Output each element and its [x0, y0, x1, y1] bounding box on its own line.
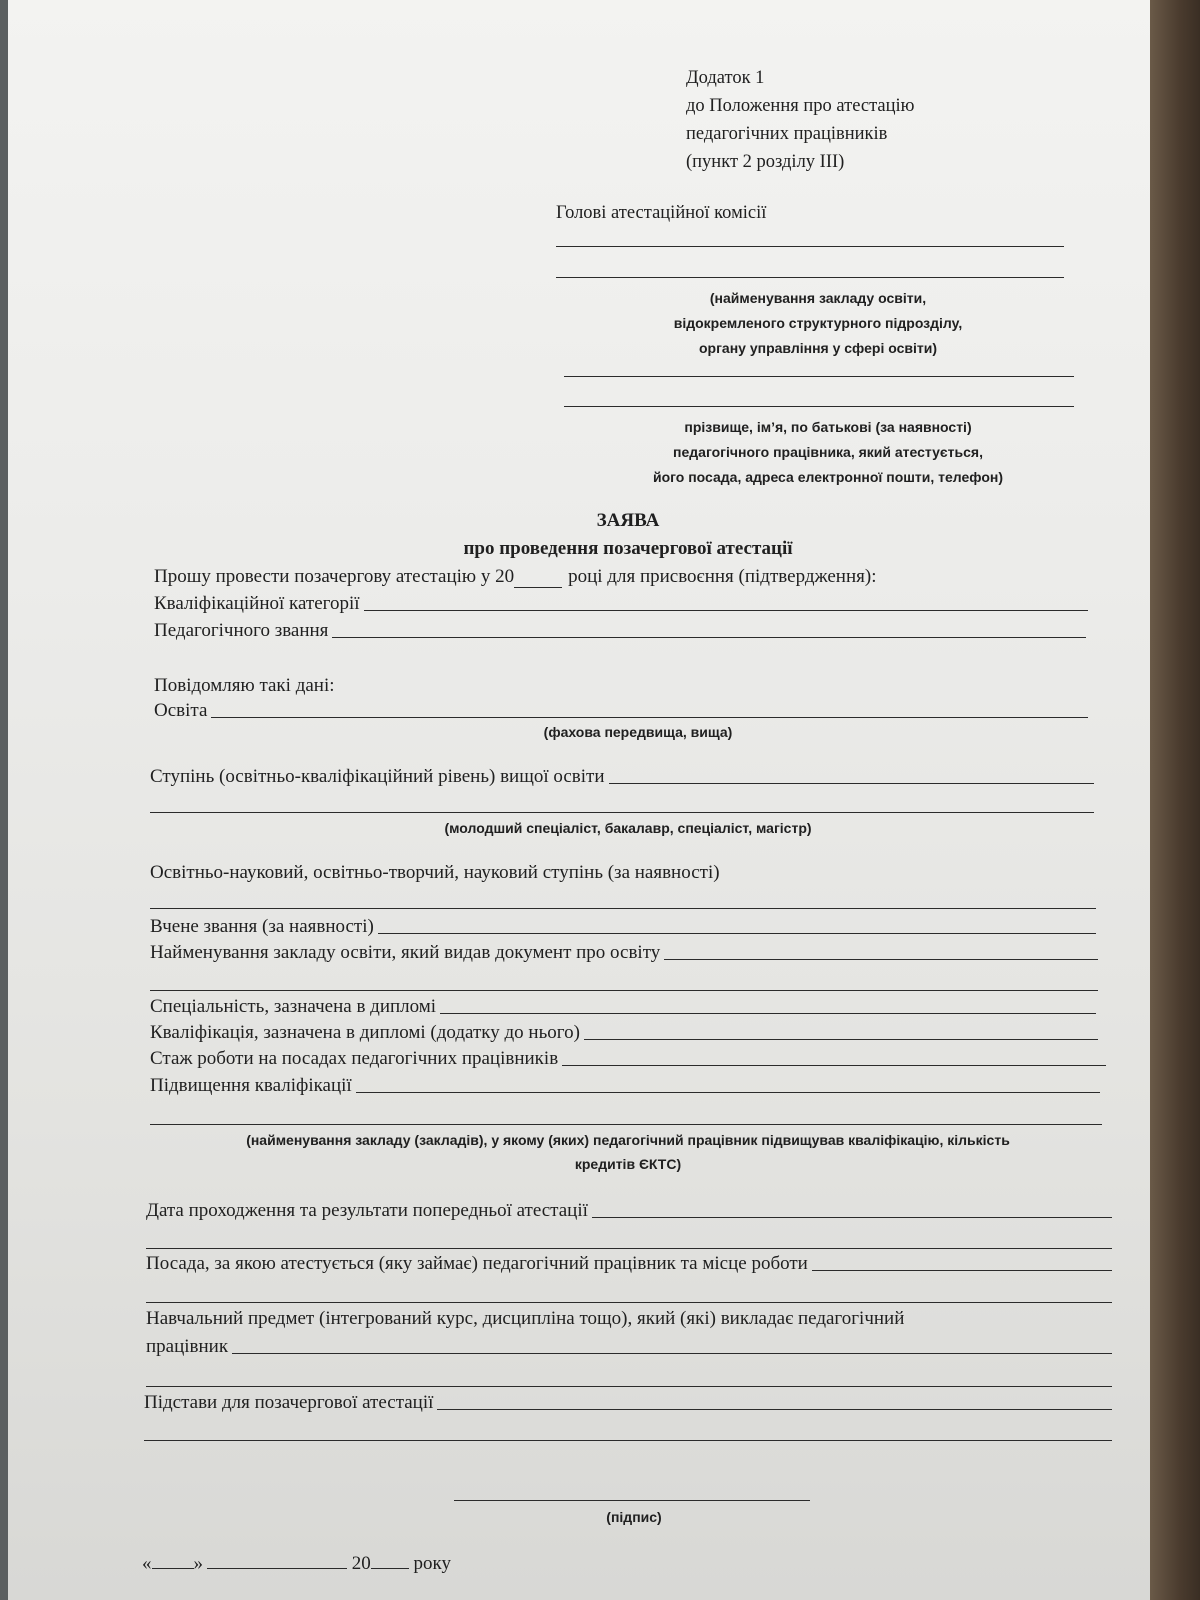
document-subtitle: про проведення позачергової атестації: [463, 538, 793, 559]
request-text: році для присвоєння (підтвердження):: [568, 566, 877, 587]
field-label: Підстави для позачергової атестації: [144, 1392, 434, 1413]
request-row: [154, 566, 1054, 588]
grounds-field[interactable]: [437, 1408, 1112, 1410]
education-note: (фахова передвища, вища): [543, 724, 733, 740]
note-line: його посада, адреса електронної пошти, телефон): [652, 469, 1004, 485]
degree-line[interactable]: [150, 812, 1094, 813]
subject-label: Навчальний предмет (інтегрований курс, дисципліна тощо), який (які) викладає педагогічний: [146, 1308, 905, 1329]
institution-field[interactable]: [664, 958, 1098, 960]
position-field[interactable]: [812, 1269, 1112, 1271]
field-label: Ступінь (освітньо-кваліфікаційний рівень) вищої освіти: [150, 766, 605, 787]
signature-line[interactable]: [454, 1500, 810, 1501]
specialty-field[interactable]: [440, 1012, 1096, 1014]
date-quote: »: [193, 1553, 203, 1574]
institution-row: [150, 942, 1098, 964]
field-label: Спеціальність, зазначена в дипломі: [150, 996, 437, 1017]
background-surface: [1150, 0, 1200, 1600]
field-label: Вчене звання (за наявності): [150, 916, 374, 937]
prev-attestation-field[interactable]: [592, 1216, 1112, 1218]
grounds-line[interactable]: [144, 1440, 1112, 1441]
degree-note: (молодший спеціаліст, бакалавр, спеціаліст, магістр): [444, 820, 812, 836]
note-line: прізвище, ім’я, по батькові (за наявності): [684, 419, 972, 435]
field-label: Стаж роботи на посадах педагогічних працівників: [150, 1048, 559, 1069]
qualification-field[interactable]: [584, 1038, 1098, 1040]
experience-row: [150, 1048, 1106, 1070]
date-year: 20: [351, 1553, 371, 1574]
subject-line[interactable]: [146, 1386, 1112, 1387]
specialty-row: [150, 996, 1096, 1018]
sci-degree-label: Освітньо-науковий, освітньо-творчий, науковий ступінь (за наявності): [150, 862, 720, 883]
education-field[interactable]: [211, 716, 1088, 718]
position-row: [146, 1253, 1112, 1275]
degree-row: [150, 766, 1094, 788]
applicant-line[interactable]: [564, 406, 1074, 407]
annex-block: [686, 64, 914, 176]
field-label: Посада, за якою атестується (яку займає) педагогічний працівник та місце роботи: [146, 1253, 808, 1274]
prev-attestation-row: [146, 1200, 1112, 1222]
signature-note: (підпис): [606, 1509, 662, 1525]
ped-title-row: [154, 620, 1086, 642]
qual-category-field[interactable]: [364, 609, 1088, 611]
addressee-line[interactable]: [556, 246, 1064, 247]
day-blank[interactable]: [152, 1550, 194, 1569]
annex-line: (пункт 2 розділу ІІІ): [686, 152, 845, 172]
month-blank[interactable]: [207, 1550, 347, 1569]
sci-degree-line[interactable]: [150, 908, 1096, 909]
addressee-title: Голові атестаційної комісії: [556, 203, 767, 223]
note-line: відокремленого структурного підрозділу,: [673, 315, 963, 331]
institution-line[interactable]: [150, 990, 1098, 991]
qualification-row: [150, 1022, 1098, 1044]
document-page: [8, 0, 1150, 1600]
field-label: Найменування закладу освіти, який видав документ про освіту: [150, 942, 661, 963]
field-label: Дата проходження та результати попередньої атестації: [146, 1200, 588, 1221]
field-label: Кваліфікаційної категорії: [154, 593, 360, 614]
info-intro: Повідомляю такі дані:: [154, 675, 335, 696]
prev-attestation-line[interactable]: [146, 1248, 1112, 1249]
qual-category-row: [154, 593, 1088, 615]
ped-title-field[interactable]: [332, 636, 1086, 638]
field-label: Кваліфікація, зазначена в дипломі (додатку до нього): [150, 1022, 580, 1043]
academic-title-row: [150, 916, 1096, 938]
date-quote: «: [142, 1553, 152, 1574]
field-label: Педагогічного звання: [154, 620, 329, 641]
year-blank[interactable]: [514, 569, 562, 588]
training-note: [158, 1128, 1098, 1176]
education-row: [154, 700, 1088, 722]
note-line: педагогічного працівника, який атестується,: [673, 444, 983, 460]
annex-line: педагогічних працівників: [686, 124, 888, 144]
date-suffix: року: [413, 1553, 451, 1574]
experience-field[interactable]: [562, 1064, 1106, 1066]
annex-line: до Положення про атестацію: [686, 96, 915, 116]
subject-field[interactable]: [232, 1352, 1112, 1354]
training-line[interactable]: [150, 1124, 1102, 1125]
applicant-note: [593, 415, 1063, 490]
applicant-line[interactable]: [564, 376, 1074, 377]
training-field[interactable]: [356, 1091, 1100, 1093]
field-label: Підвищення кваліфікації: [150, 1075, 352, 1096]
position-line[interactable]: [146, 1302, 1112, 1303]
date-row: [142, 1550, 451, 1575]
request-text: Прошу провести позачергову атестацію у 20: [154, 566, 515, 587]
document-title: ЗАЯВА: [596, 510, 660, 531]
training-row: [150, 1075, 1100, 1097]
field-label: Освіта: [154, 700, 208, 721]
note-line: кредитів ЄКТС): [574, 1156, 682, 1172]
note-line: (найменування закладу освіти,: [709, 290, 927, 306]
year-blank[interactable]: [371, 1550, 409, 1569]
field-label: працівник: [146, 1336, 229, 1357]
addressee-note: [608, 286, 1028, 361]
grounds-row: [144, 1392, 1112, 1414]
degree-field[interactable]: [609, 782, 1094, 784]
note-line: органу управління у сфері освіти): [698, 340, 938, 356]
subject-row: [146, 1336, 1112, 1358]
annex-line: Додаток 1: [686, 68, 765, 88]
note-line: (найменування закладу (закладів), у якому (яких) педагогічний працівник підвищував кваліфікацію, кількість: [246, 1132, 1010, 1148]
addressee-line[interactable]: [556, 277, 1064, 278]
academic-title-field[interactable]: [378, 932, 1096, 934]
